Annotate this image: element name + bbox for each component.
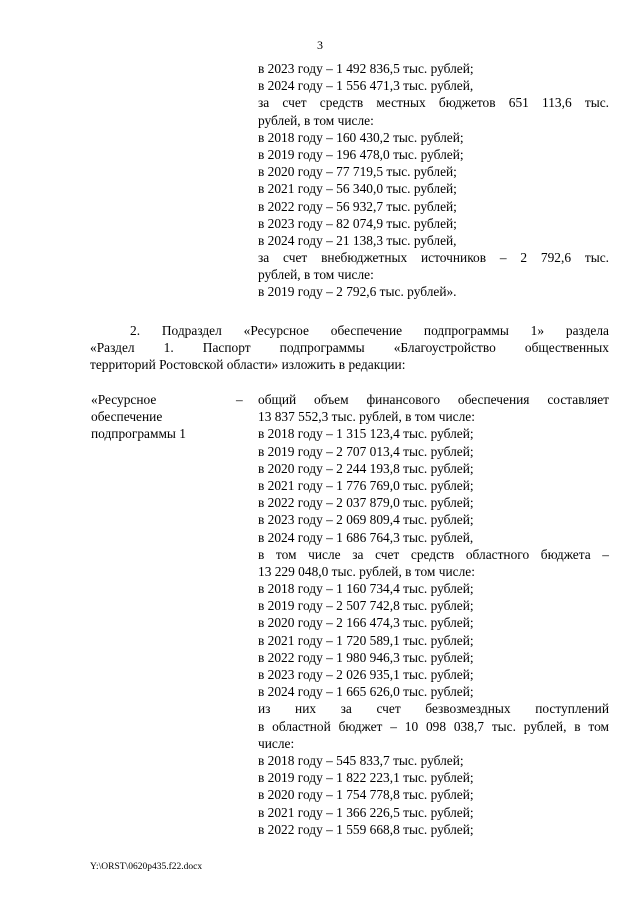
instruction-paragraph bbox=[90, 322, 609, 374]
text-line: в 2019 году – 2 707 013,4 тыс. рублей; bbox=[258, 443, 474, 459]
text-line: 13 229 048,0 тыс. рублей, в том числе: bbox=[258, 563, 475, 579]
text-line: за счет внебюджетных источников – 2 792,6 тыс. bbox=[258, 250, 609, 266]
text-line: из них за счет безвозмездных поступлений bbox=[258, 701, 609, 717]
text-line: в 2021 году – 1 366 226,5 тыс. рублей; bbox=[258, 804, 474, 820]
text-line: в 2023 году – 2 026 935,1 тыс. рублей; bbox=[258, 667, 474, 682]
text-line: в 2021 году – 56 340,0 тыс. рублей; bbox=[258, 181, 457, 197]
text-line: в 2022 году – 1 980 946,3 тыс. рублей; bbox=[258, 649, 474, 665]
text-line: в 2023 году – 82 074,9 тыс. рублей; bbox=[258, 215, 457, 231]
text-line: за счет средств местных бюджетов 651 113,6 тыс. bbox=[258, 95, 609, 111]
text-line: в 2024 году – 1 556 471,3 тыс. рублей, bbox=[258, 78, 474, 94]
paragraph-line: «Раздел 1. Паспорт подпрограммы «Благоустройство общественных bbox=[90, 340, 609, 356]
file-path-footer: Y:\ORST\0620p435.f22.docx bbox=[90, 862, 203, 872]
label-dash: – bbox=[236, 392, 243, 407]
text-line: в 2020 году – 2 244 193,8 тыс. рублей; bbox=[258, 460, 474, 476]
section-label-line: подпрограммы 1 bbox=[91, 426, 186, 442]
text-line: в 2021 году – 1 720 589,1 тыс. рублей; bbox=[258, 632, 474, 648]
text-line: в 2019 году – 196 478,0 тыс. рублей; bbox=[258, 146, 464, 162]
section-label-line: обеспечение bbox=[91, 409, 163, 425]
text-line: в 2024 году – 21 138,3 тыс. рублей, bbox=[258, 232, 457, 248]
text-line: рублей, в том числе: bbox=[258, 267, 374, 283]
text-line: 13 837 552,3 тыс. рублей, в том числе: bbox=[258, 409, 475, 425]
text-line: в 2022 году – 56 932,7 тыс. рублей; bbox=[258, 198, 457, 214]
text-line: в 2023 году – 1 492 836,5 тыс. рублей; bbox=[258, 61, 474, 76]
text-line: в 2019 году – 1 822 223,1 тыс. рублей; bbox=[258, 770, 474, 786]
text-line: в 2020 году – 77 719,5 тыс. рублей; bbox=[258, 164, 457, 180]
text-line: общий объем финансового обеспечения составляет bbox=[258, 392, 609, 407]
text-line: в 2018 году – 545 833,7 тыс. рублей; bbox=[258, 752, 464, 768]
text-line: в 2019 году – 2 507 742,8 тыс. рублей; bbox=[258, 598, 474, 614]
text-line: в 2020 году – 1 754 778,8 тыс. рублей; bbox=[258, 787, 474, 803]
paragraph-line: 2. Подраздел «Ресурсное обеспечение подпрограммы 1» раздела bbox=[130, 323, 609, 338]
text-line: в 2018 году – 1 315 123,4 тыс. рублей; bbox=[258, 426, 474, 442]
funding-list-body bbox=[258, 391, 609, 838]
text-line: в том числе за счет средств областного бюджета – bbox=[258, 546, 609, 562]
text-line: в 2021 году – 1 776 769,0 тыс. рублей; bbox=[258, 477, 474, 493]
text-line: в 2018 году – 1 160 734,4 тыс. рублей; bbox=[258, 581, 474, 597]
text-line: в 2020 году – 2 166 474,3 тыс. рублей; bbox=[258, 615, 474, 631]
text-line: рублей, в том числе: bbox=[258, 112, 374, 128]
text-line: в 2018 году – 160 430,2 тыс. рублей; bbox=[258, 129, 464, 145]
text-line: в 2022 году – 2 037 879,0 тыс. рублей; bbox=[258, 495, 474, 511]
text-line: в 2019 году – 2 792,6 тыс. рублей». bbox=[258, 284, 457, 300]
text-line: в 2022 году – 1 559 668,8 тыс. рублей; bbox=[258, 821, 474, 837]
text-line: числе: bbox=[258, 735, 295, 751]
text-line: в 2023 году – 2 069 809,4 тыс. рублей; bbox=[258, 512, 474, 528]
paragraph-line: территорий Ростовской области» изложить в редакции: bbox=[90, 357, 406, 373]
text-line: в 2024 году – 1 665 626,0 тыс. рублей; bbox=[258, 684, 474, 700]
page-number: 3 bbox=[317, 38, 323, 52]
text-line: в областной бюджет – 10 098 038,7 тыс. рублей, в том bbox=[258, 718, 609, 734]
text-line: в 2024 году – 1 686 764,3 тыс. рублей, bbox=[258, 529, 474, 545]
section-label bbox=[91, 391, 231, 443]
funding-list-top bbox=[258, 60, 609, 301]
section-label-line: «Ресурсное bbox=[91, 392, 157, 407]
